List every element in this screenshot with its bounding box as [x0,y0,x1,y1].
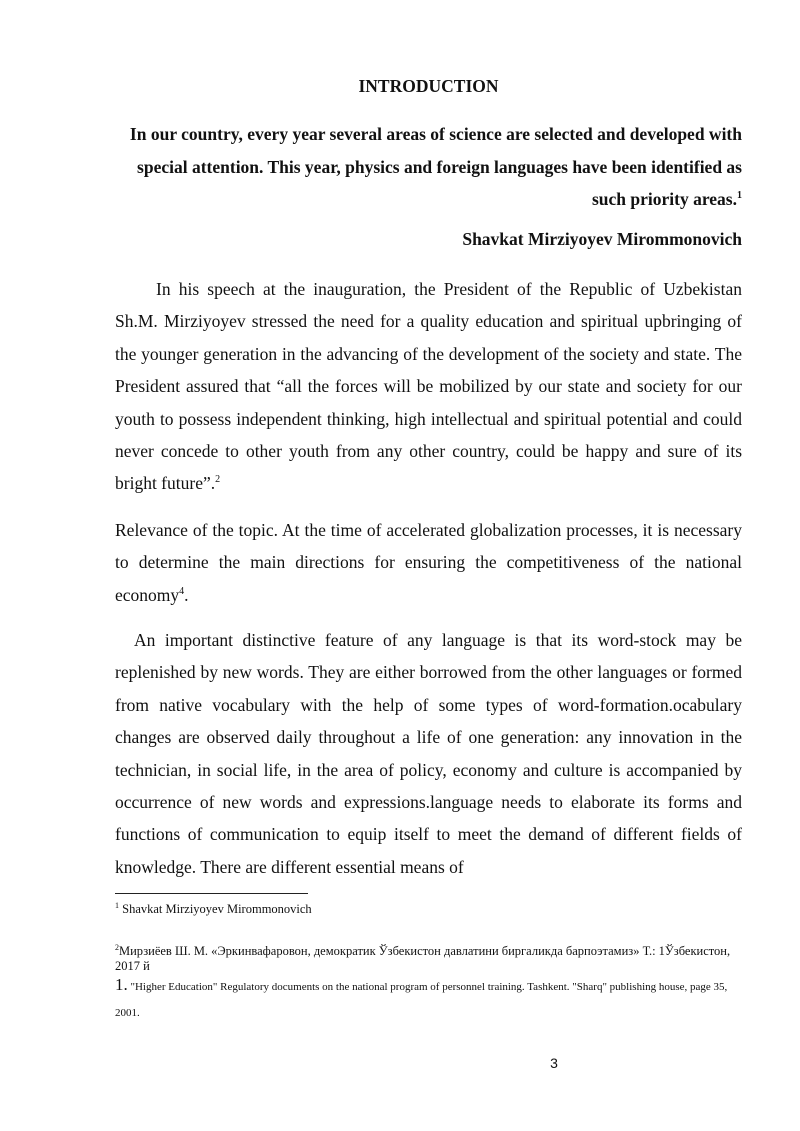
paragraph-inauguration [115,273,742,500]
footnote-1 [115,902,742,917]
paragraph-text: In his speech at the inauguration, the President of the Republic of Uzbekistan Sh.M. Mirziyoyev stressed the need for a quality education and spiritual upbringing of the younger generation in the advancing of the development of the society and state. The President assured that “all the forces will be mobilized by our state and society for our youth to possess independent thinking, high intellectual and spiritual potential and could never concede to other youth from any other country, could be happy and sure of its bright future”. [115,279,742,494]
epigraph [115,118,742,216]
footnote-ref-4[interactable]: 4 [179,585,185,597]
paragraph-text: Relevance of the topic. At the time of accelerated globalization processes, it is necessary to determine the main directions for ensuring the competitiveness of the national economy [115,520,742,605]
epigraph-author: Shavkat Mirziyoyev Mirommonovich [462,229,742,249]
footnote-text: Мирзиёев Ш. М. «Эркинвафаровон, демократик Ўзбекистон давлатини биргаликда барпоэтамиз» Т.: 1Ўзбекистон, 2017 й [115,944,731,973]
page-title: INTRODUCTION [358,76,499,96]
footnote-text: "Higher Education" Regulatory documents on the national program of personnel training. Tashkent. "Sharq" publishing house, page 35, 2001. [115,981,728,1019]
paragraph-relevance [115,514,742,611]
epigraph-text: In our country, every year several areas of science are selected and developed with special attention. This year, physics and foreign languages have been identified as such priority areas. [129,124,742,209]
footnote-3 [115,972,742,1026]
footnote-ref-1[interactable]: 1 [737,190,742,202]
footnote-ref-2[interactable]: 2 [215,474,221,486]
footnote-mark: 1 [115,900,119,910]
paragraph-end: . [184,584,189,605]
footnote-number: 1. [115,975,128,994]
page-number: 3 [550,1055,558,1071]
footnote-separator [115,893,308,894]
footnote-mark: 2 [115,942,119,952]
footnote-text: Shavkat Mirziyoyev Mirommonovich [122,902,312,916]
footnote-2 [115,944,742,974]
paragraph-word-stock: An important distinctive feature of any language is that its word-stock may be replenished by new words. They are either borrowed from the other languages or formed from native vocabulary with the help of some types of word-formation.ocabulary changes are observed daily throughout a life of one generation: any innovation in the technician, in social life, in the area of policy, economy and culture is accompanied by occurrence of new words and expressions.language needs to elaborate its forms and functions of communication to equip itself to meet the demand of different fields of knowledge. There are different essential means of [115,630,742,877]
